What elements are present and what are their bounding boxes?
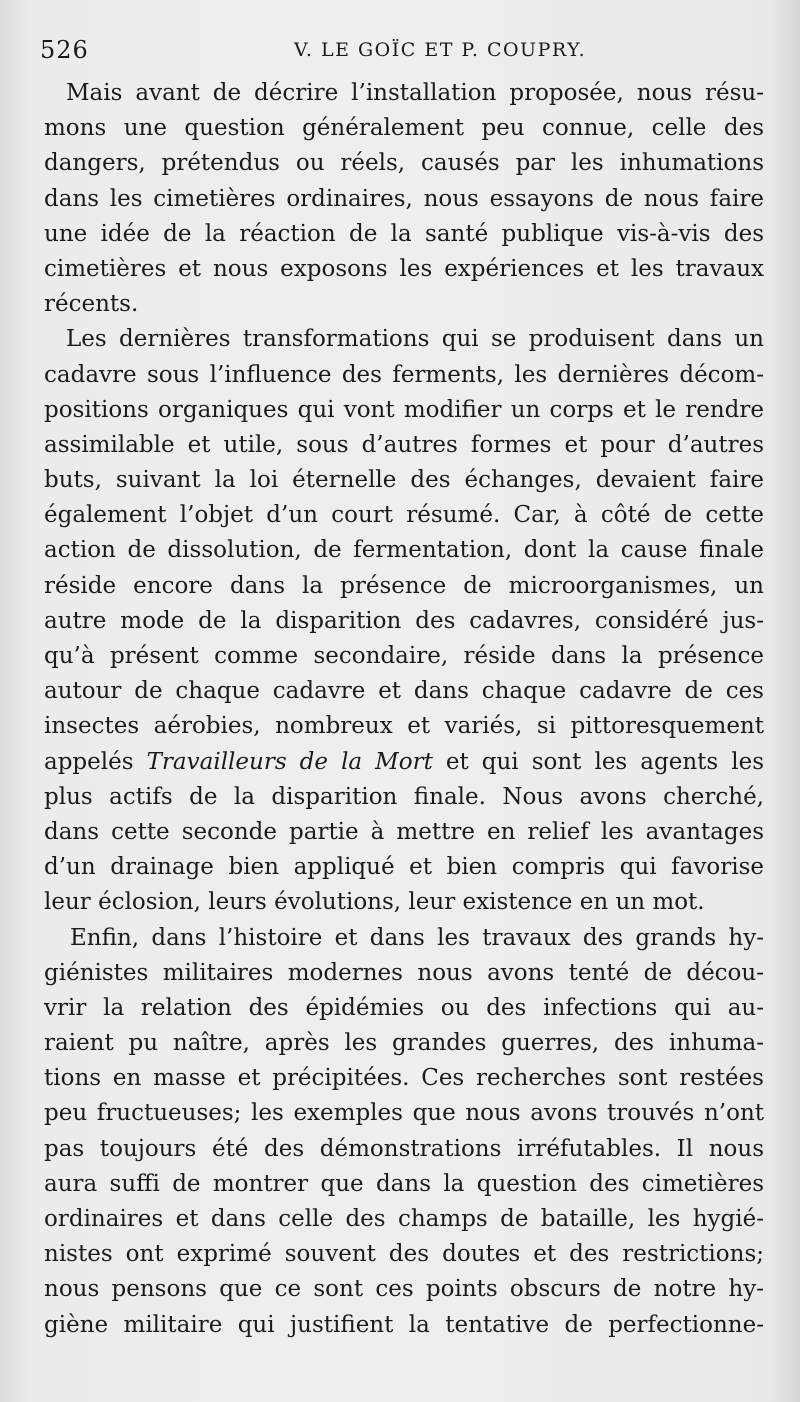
text-line: dans les cimetières ordinaires, nous essayons de nous faire bbox=[44, 185, 764, 212]
text-line: une idée de la réaction de la santé publique vis-à-vis des bbox=[44, 220, 764, 247]
text-line-italic bbox=[44, 745, 764, 780]
text-line: giénistes militaires modernes nous avons tenté de décou- bbox=[44, 959, 764, 986]
text-line: Les dernières transformations qui se produisent dans un bbox=[66, 326, 764, 353]
text-line: réside encore dans la présence de microorganismes, un bbox=[44, 572, 764, 599]
text-segment: appelés bbox=[44, 748, 147, 775]
page-number: 526 bbox=[40, 36, 89, 64]
text-line: dangers, prétendus ou réels, causés par les inhumations bbox=[44, 150, 764, 177]
text-line: cadavre sous l’influence des ferments, les dernières décom- bbox=[44, 361, 764, 388]
text-line: qu’à présent comme secondaire, réside dans la présence bbox=[44, 643, 764, 669]
text-line: Mais avant de décrire l’installation proposée, nous résu- bbox=[66, 80, 764, 106]
page-header bbox=[40, 36, 760, 70]
text-line: plus actifs de la disparition finale. Nous avons cherché, bbox=[44, 783, 764, 810]
text-line: leur éclosion, leurs évolutions, leur existence en un mot. bbox=[44, 889, 705, 916]
paragraph bbox=[44, 322, 764, 920]
text-line: cimetières et nous exposons les expériences et les travaux bbox=[44, 255, 764, 282]
text-line: insectes aérobies, nombreux et variés, si pittoresquement bbox=[44, 713, 764, 740]
text-line: nistes ont exprimé souvent des doutes et des restrictions; bbox=[44, 1241, 764, 1268]
text-line: buts, suivant la loi éternelle des échanges, devaient faire bbox=[44, 467, 764, 494]
text-line: autour de chaque cadavre et dans chaque cadavre de ces bbox=[44, 678, 764, 705]
text-line: autre mode de la disparition des cadavres, considéré jus- bbox=[44, 607, 764, 634]
paragraph bbox=[44, 76, 764, 322]
text-line: aura suffi de montrer que dans la question des cimetières bbox=[44, 1170, 764, 1197]
text-line: Enfin, dans l’histoire et dans les travaux des grands hy- bbox=[70, 924, 764, 951]
italic-title: Travailleurs de la Mort bbox=[146, 748, 433, 775]
text-line: pas toujours été des démonstrations irréfutables. Il nous bbox=[44, 1135, 764, 1162]
text-line: assimilable et utile, sous d’autres formes et pour d’autres bbox=[44, 431, 764, 458]
running-head: V. LE GOÏC ET P. COUPRY. bbox=[294, 39, 587, 61]
text-line: ordinaires et dans celle des champs de bataille, les hygié- bbox=[44, 1206, 764, 1232]
body-text bbox=[44, 76, 764, 1343]
text-line: giène militaire qui justifient la tentative de perfectionne- bbox=[44, 1311, 764, 1338]
text-line: également l’objet d’un court résumé. Car, à côté de cette bbox=[44, 502, 764, 529]
text-line: vrir la relation des épidémies ou des infections qui au- bbox=[44, 994, 764, 1021]
text-line: positions organiques qui vont modifier un corps et le rendre bbox=[44, 396, 764, 423]
text-line: action de dissolution, de fermentation, dont la cause finale bbox=[44, 537, 764, 564]
text-segment: et qui sont les agents les bbox=[432, 748, 765, 775]
paragraph bbox=[44, 921, 764, 1343]
text-line: récents. bbox=[44, 291, 139, 318]
text-line: peu fructueuses; les exemples que nous avons trouvés n’ont bbox=[44, 1100, 764, 1127]
text-line: nous pensons que ce sont ces points obscurs de notre hy- bbox=[44, 1276, 764, 1303]
text-line: d’un drainage bien appliqué et bien compris qui favorise bbox=[44, 854, 764, 881]
text-line: tions en masse et précipitées. Ces recherches sont restées bbox=[44, 1065, 764, 1092]
text-line: raient pu naître, après les grandes guerres, des inhuma- bbox=[44, 1030, 764, 1057]
text-line: mons une question généralement peu connue, celle des bbox=[44, 115, 764, 142]
text-line: dans cette seconde partie à mettre en relief les avantages bbox=[44, 818, 764, 845]
